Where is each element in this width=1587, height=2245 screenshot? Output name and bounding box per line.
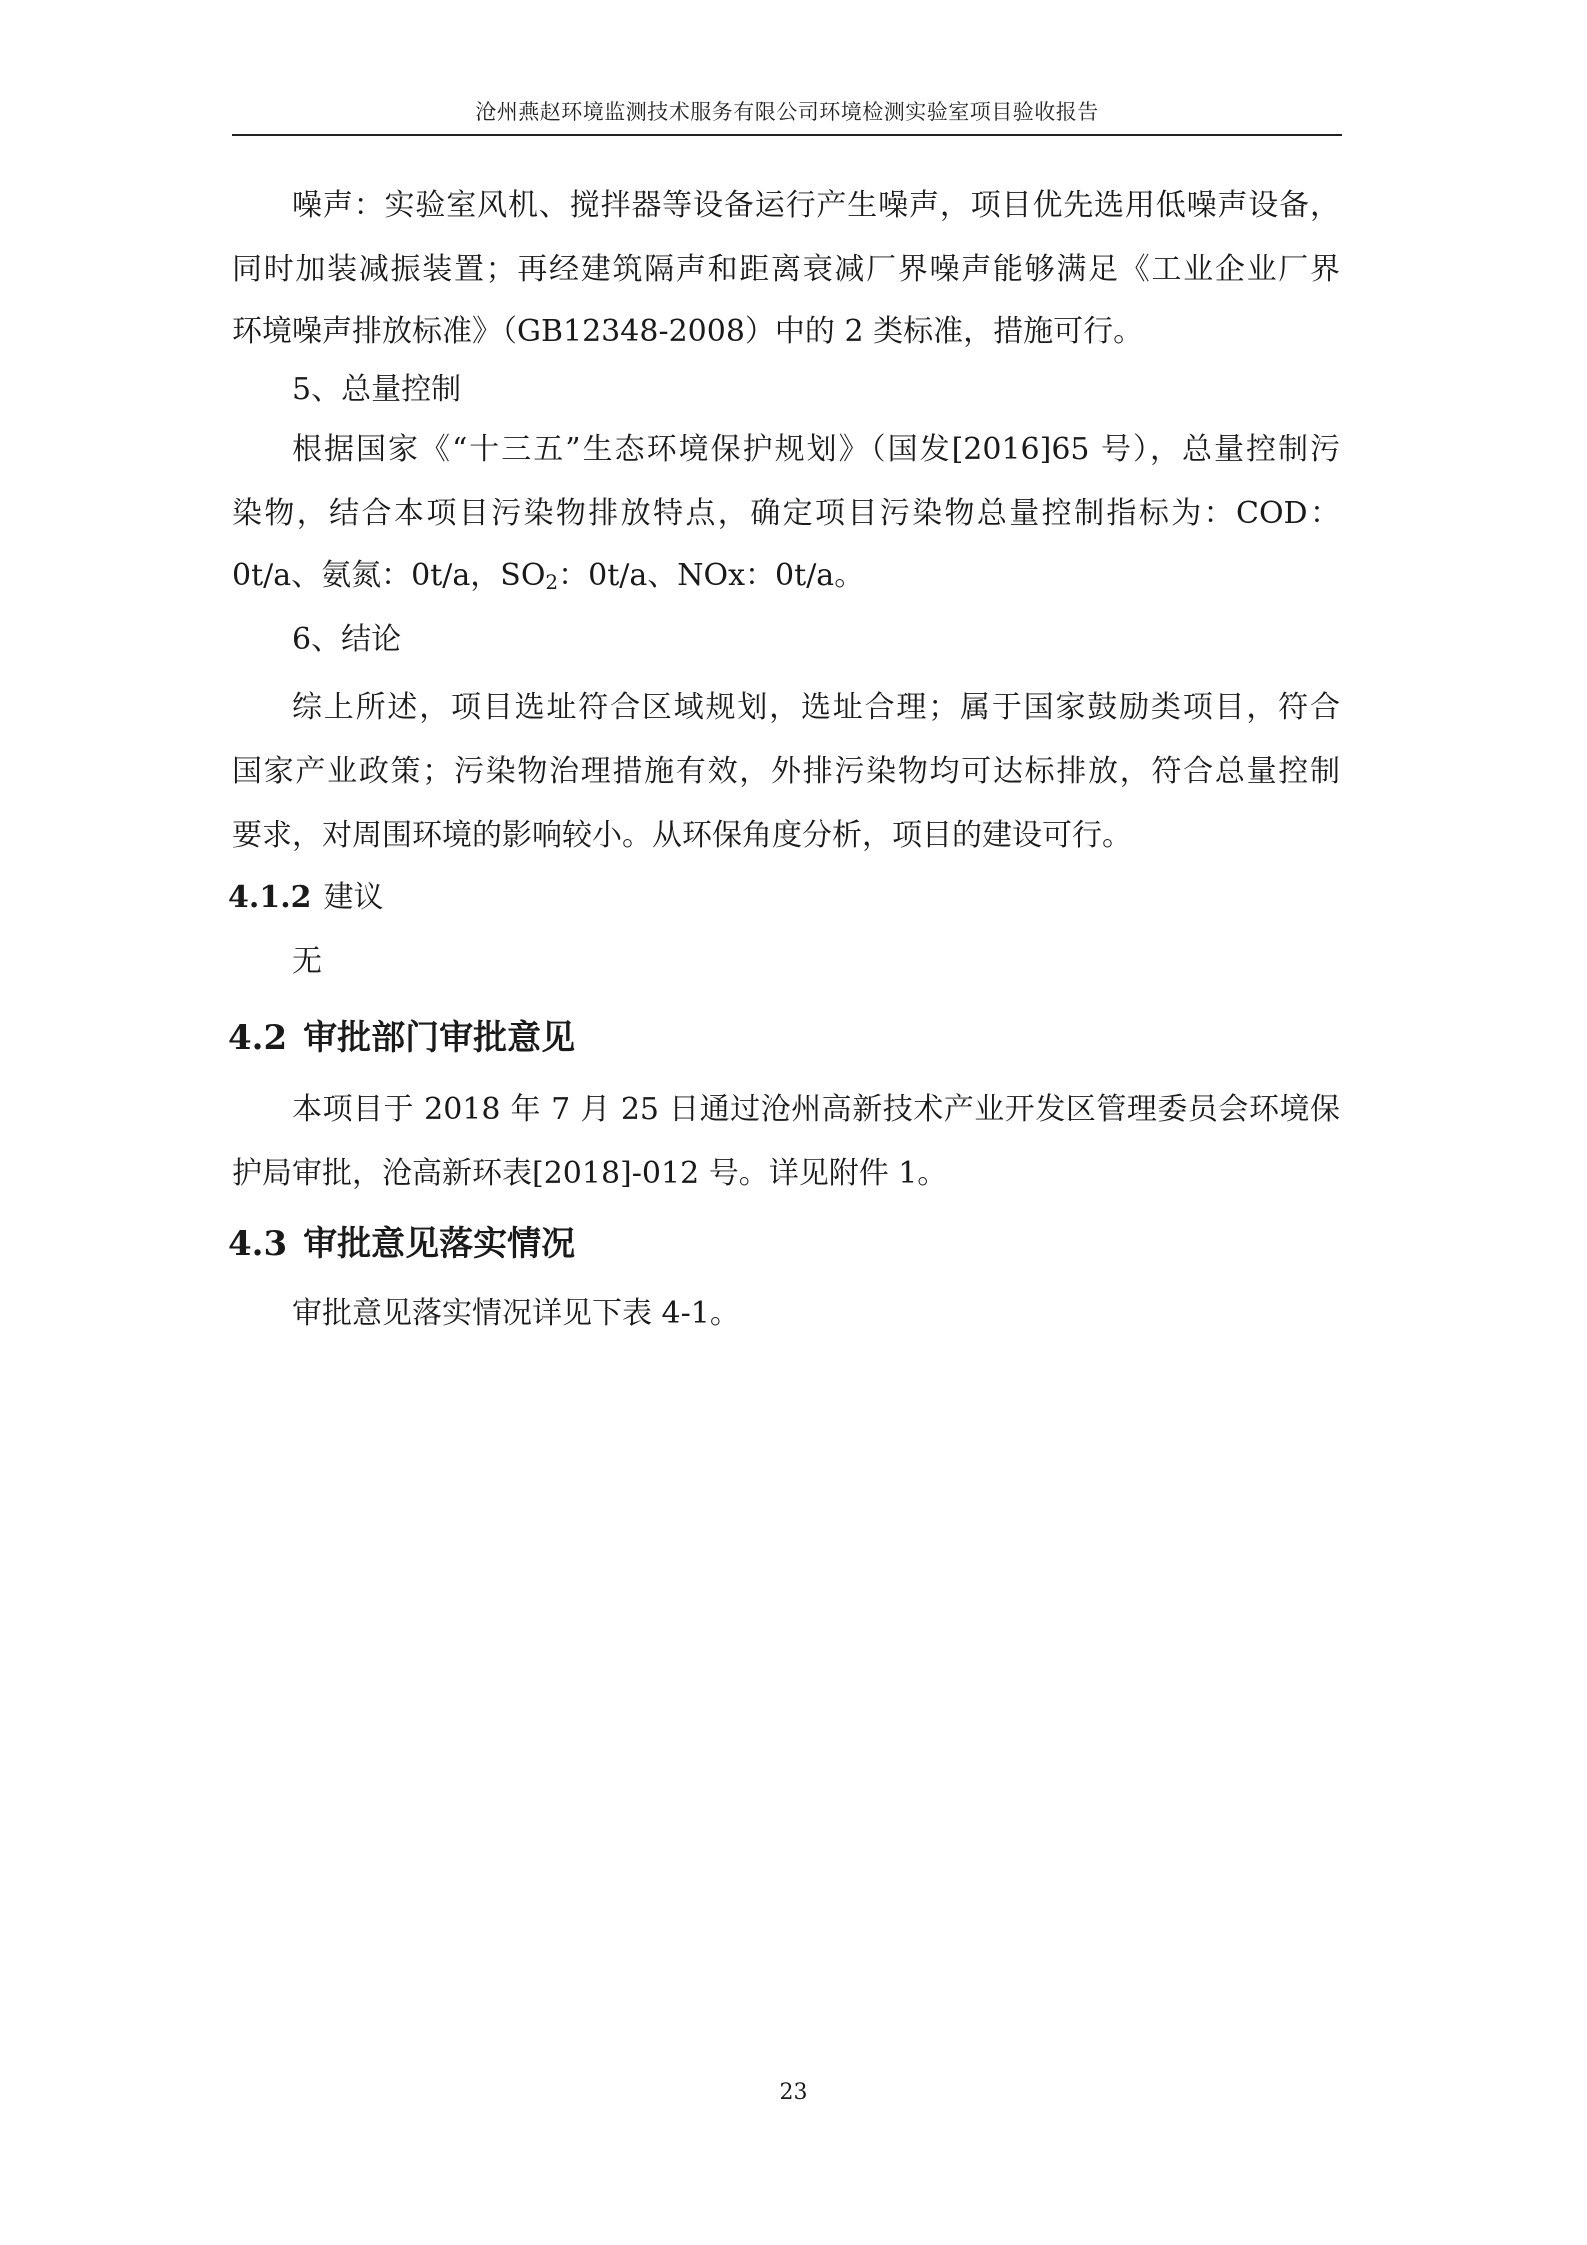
- noise-paragraph-line-3: 环境噪声排放标准》（GB12348-2008）中的 2 类标准，措施可行。: [232, 314, 1144, 349]
- total-control-line-3-part1: 0t/a、氨氮：0t/a，SO: [232, 558, 546, 593]
- page-number: 23: [779, 2080, 808, 2105]
- so2-subscript: 2: [545, 570, 559, 594]
- section-4-3-heading: [228, 1222, 575, 1266]
- approval-line-1: 本项目于 2018 年 7 月 25 日通过沧州高新技术产业开发区管理委员会环境保: [292, 1092, 1340, 1127]
- section-4-1-2-heading: [228, 878, 384, 918]
- total-control-line-3-part2: ：0t/a、NOx：0t/a。: [558, 558, 865, 593]
- page-header: 沧州燕赵环境监测技术服务有限公司环境检测实验室项目验收报告: [475, 100, 1099, 124]
- conclusion-line-2: 国家产业政策；污染物治理措施有效，外排污染物均可达标排放，符合总量控制: [232, 754, 1340, 789]
- header-divider: [232, 134, 1342, 136]
- conclusion-heading: 6、结论: [292, 622, 402, 657]
- suggestion-content: 无: [292, 944, 322, 979]
- noise-paragraph-line-1: 噪声：实验室风机、搅拌器等设备运行产生噪声，项目优先选用低噪声设备，: [292, 188, 1340, 223]
- total-control-line-2: 染物，结合本项目污染物排放特点，确定项目污染物总量控制指标为：COD：: [232, 496, 1340, 531]
- section-title: 审批意见落实情况: [303, 1224, 576, 1264]
- section-title: 审批部门审批意见: [303, 1018, 576, 1058]
- section-number: 4.1.2: [228, 880, 312, 915]
- section-number: 4.2: [228, 1018, 288, 1058]
- implementation-line-1: 审批意见落实情况详见下表 4-1。: [292, 1296, 740, 1331]
- total-control-line-3: [232, 556, 864, 596]
- noise-paragraph-line-2: 同时加装减振装置；再经建筑隔声和距离衰减厂界噪声能够满足《工业企业厂界: [232, 252, 1340, 287]
- approval-line-2: 护局审批，沧高新环表[2018]-012 号。详见附件 1。: [232, 1156, 948, 1191]
- total-control-line-1: 根据国家《“十三五”生态环境保护规划》（国发[2016]65 号），总量控制污: [292, 432, 1340, 467]
- section-number: 4.3: [228, 1224, 288, 1264]
- total-control-heading: 5、总量控制: [292, 372, 462, 407]
- section-4-2-heading: [228, 1016, 575, 1060]
- conclusion-line-3: 要求，对周围环境的影响较小。从环保角度分析，项目的建设可行。: [232, 818, 1132, 853]
- section-title: 建议: [323, 880, 384, 915]
- conclusion-line-1: 综上所述，项目选址符合区域规划，选址合理；属于国家鼓励类项目，符合: [292, 690, 1340, 725]
